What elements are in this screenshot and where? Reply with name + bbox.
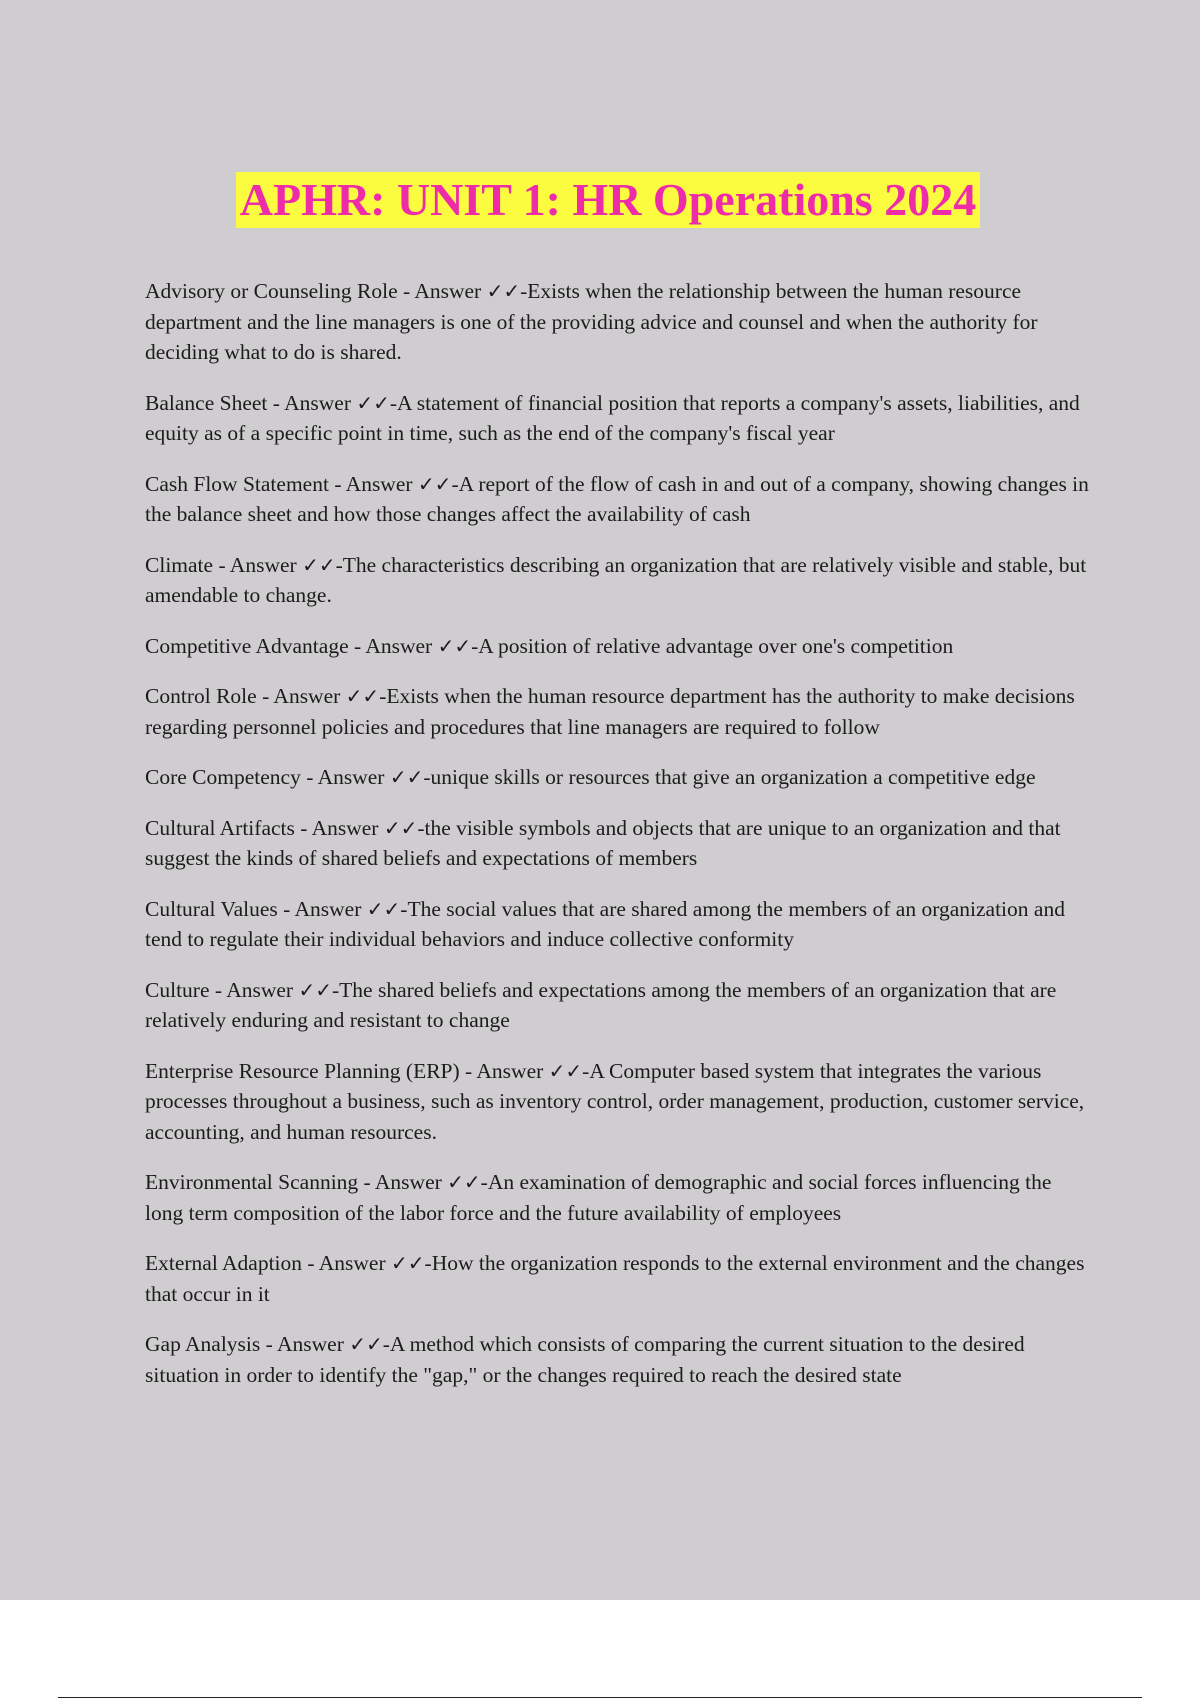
entry-definition: -the visible symbols and objects that are unique to an organization and that suggest the kinds of shared beliefs and expectations of members <box>145 815 1061 870</box>
glossary-entry <box>145 1167 1090 1228</box>
entry-separator: - Answer <box>300 765 390 789</box>
double-check-icon: ✓✓ <box>486 279 521 303</box>
entry-term: External Adaption <box>145 1251 303 1275</box>
entry-term: Competitive Advantage <box>145 633 349 658</box>
entry-separator: - Answer <box>358 1170 448 1194</box>
entry-term: Balance Sheet <box>145 390 268 415</box>
entry-separator: - Answer <box>267 390 357 415</box>
entry-separator: - Answer <box>328 471 418 496</box>
title-container <box>0 172 1200 228</box>
entry-separator: - Answer <box>459 1058 549 1083</box>
entry-separator: - Answer <box>294 815 384 840</box>
glossary-entry <box>145 762 1090 793</box>
entry-term: Core Competency <box>145 765 301 789</box>
entry-definition: -A report of the flow of cash in and out of a company, showing changes in the balance sheet and how those changes affect the availability of cash <box>145 471 1089 526</box>
double-check-icon: ✓✓ <box>383 815 418 840</box>
entry-definition: -Exists when the human resource department has the authority to make decisions regarding personnel policies and procedures that line managers are required to follow <box>145 684 1075 739</box>
entry-term: Enterprise Resource Planning (ERP) <box>145 1058 460 1083</box>
double-check-icon: ✓✓ <box>447 1170 481 1194</box>
double-check-icon: ✓✓ <box>389 765 424 789</box>
document-title: APHR: UNIT 1: HR Operations 2024 <box>236 172 980 228</box>
entry-separator: - Answer <box>277 896 367 921</box>
glossary-entry <box>145 631 1090 662</box>
entry-definition: -A position of relative advantage over one's competition <box>471 633 954 658</box>
entry-term: Gap Analysis <box>145 1332 261 1356</box>
glossary-entry <box>145 276 1090 368</box>
double-check-icon: ✓✓ <box>417 471 452 496</box>
glossary-entry <box>145 975 1090 1036</box>
glossary-entry <box>145 1056 1090 1148</box>
entry-term: Cash Flow Statement <box>145 471 329 496</box>
double-check-icon: ✓✓ <box>302 552 336 577</box>
entry-term: Climate <box>145 552 214 577</box>
entry-separator: - Answer <box>397 279 487 303</box>
glossary-entry <box>145 469 1090 530</box>
entry-separator: - Answer <box>260 1332 350 1356</box>
double-check-icon: ✓✓ <box>437 633 472 658</box>
entry-definition: -The social values that are shared among the members of an organization and tend to regulate their individual behaviors and induce collective conformity <box>145 896 1065 951</box>
page-divider <box>58 1697 1142 1698</box>
entry-separator: - Answer <box>213 552 303 577</box>
entry-definition: -An examination of demographic and social forces influencing the long term composition of the labor force and the future availability of employees <box>145 1170 1052 1225</box>
double-check-icon: ✓✓ <box>548 1058 583 1083</box>
entry-definition: -A statement of financial position that reports a company's assets, liabilities, and equity as of a specific point in time, such as the end of the company's fiscal year <box>145 390 1080 445</box>
entry-separator: - Answer <box>302 1251 392 1275</box>
glossary-entry <box>145 1329 1090 1390</box>
entry-term: Cultural Artifacts <box>145 815 295 840</box>
glossary-list <box>145 276 1090 1410</box>
glossary-entry <box>145 388 1090 449</box>
entry-definition: -The shared beliefs and expectations among the members of an organization that are relatively enduring and resistant to change <box>145 977 1057 1032</box>
glossary-entry <box>145 813 1090 874</box>
entry-definition: -unique skills or resources that give an organization a competitive edge <box>423 765 1036 789</box>
entry-separator: - Answer <box>348 633 438 658</box>
double-check-icon: ✓✓ <box>391 1251 425 1275</box>
entry-definition: -The characteristics describing an organization that are relatively visible and stable, but amendable to change. <box>145 552 1087 607</box>
entry-definition: -How the organization responds to the external environment and the changes that occur in it <box>145 1251 1085 1306</box>
double-check-icon: ✓✓ <box>356 390 390 415</box>
entry-term: Advisory or Counseling Role <box>145 279 398 303</box>
entry-definition: -Exists when the relationship between the human resource department and the line managers is one of the providing advice and counsel and when the authority for deciding what to do is shared. <box>145 279 1038 364</box>
entry-term: Culture <box>145 977 210 1002</box>
entry-definition: -A method which consists of comparing the current situation to the desired situation in order to identify the "gap," or the changes required to reach the desired state <box>145 1332 1025 1387</box>
glossary-entry <box>145 1248 1090 1309</box>
entry-term: Cultural Values <box>145 896 278 921</box>
entry-term: Environmental Scanning <box>145 1170 359 1194</box>
double-check-icon: ✓✓ <box>345 684 380 708</box>
entry-separator: - Answer <box>256 684 346 708</box>
glossary-entry <box>145 550 1090 611</box>
double-check-icon: ✓✓ <box>366 896 401 921</box>
entry-separator: - Answer <box>209 977 299 1002</box>
entry-definition: -A Computer based system that integrates the various processes throughout a business, such as inventory control, order management, production, customer service, accounting, and human resources. <box>145 1058 1085 1144</box>
entry-term: Control Role <box>145 684 257 708</box>
double-check-icon: ✓✓ <box>298 977 332 1002</box>
glossary-entry <box>145 894 1090 955</box>
glossary-entry <box>145 681 1090 742</box>
double-check-icon: ✓✓ <box>349 1332 383 1356</box>
